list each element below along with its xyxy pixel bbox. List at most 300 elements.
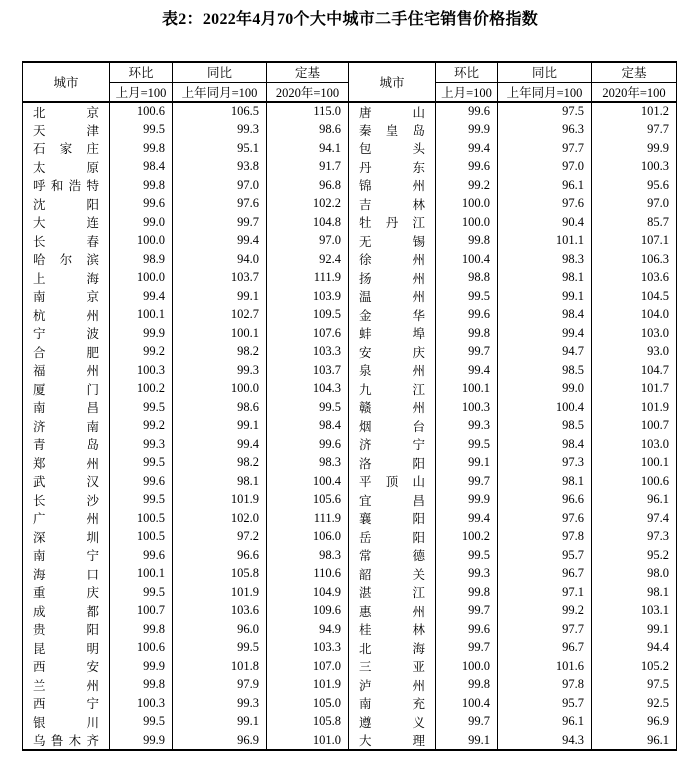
- yoy-value-cell: 98.4: [498, 306, 592, 325]
- city-cell: [349, 694, 436, 713]
- table-row: [23, 435, 677, 454]
- city-name: 吉 林: [359, 197, 425, 212]
- mom-value-cell: 100.5: [110, 509, 173, 528]
- mom-value-cell: 100.0: [436, 195, 498, 214]
- city-cell: [23, 620, 110, 639]
- city-name: 大 连: [33, 216, 99, 231]
- mom-value-cell: 98.8: [436, 269, 498, 288]
- yoy-value-cell: 99.7: [173, 213, 267, 232]
- table-row: [23, 731, 677, 750]
- city-cell: [23, 731, 110, 750]
- city-name: 九 江: [359, 382, 425, 397]
- fixedbase-value-cell: 100.6: [592, 472, 677, 491]
- yoy-value-cell: 99.5: [173, 639, 267, 658]
- yoy-value-cell: 97.6: [498, 195, 592, 214]
- fixedbase-value-cell: 107.1: [592, 232, 677, 251]
- fixedbase-value-cell: 100.3: [592, 158, 677, 177]
- yoy-value-cell: 96.6: [498, 491, 592, 510]
- city-name: 西 安: [33, 660, 99, 675]
- fixedbase-value-cell: 103.0: [592, 324, 677, 343]
- header-yoy-right: 同比: [498, 62, 592, 82]
- city-cell: [349, 546, 436, 565]
- city-name: 太 原: [33, 160, 99, 175]
- header-mom-left: 环比: [110, 62, 173, 82]
- mom-value-cell: 99.4: [110, 287, 173, 306]
- city-cell: [23, 213, 110, 232]
- mom-value-cell: 99.6: [110, 195, 173, 214]
- city-name: 韶 关: [359, 567, 425, 582]
- city-cell: [23, 435, 110, 454]
- fixedbase-value-cell: 107.0: [267, 657, 349, 676]
- yoy-value-cell: 97.8: [498, 528, 592, 547]
- fixedbase-value-cell: 101.0: [267, 731, 349, 750]
- city-name: 昆 明: [33, 641, 99, 656]
- table-row: [23, 528, 677, 547]
- fixedbase-value-cell: 99.9: [592, 139, 677, 158]
- yoy-value-cell: 103.7: [173, 269, 267, 288]
- fixedbase-value-cell: 102.2: [267, 195, 349, 214]
- city-name: 西 宁: [33, 697, 99, 712]
- city-cell: [349, 454, 436, 473]
- yoy-value-cell: 98.1: [498, 472, 592, 491]
- city-name: 石 家 庄: [33, 142, 99, 157]
- city-name: 宁 波: [33, 327, 99, 342]
- fixedbase-value-cell: 99.6: [267, 435, 349, 454]
- city-name: 南 京: [33, 290, 99, 305]
- city-cell: [23, 491, 110, 510]
- yoy-value-cell: 98.6: [173, 398, 267, 417]
- city-cell: [23, 232, 110, 251]
- table-row: [23, 565, 677, 584]
- city-cell: [23, 694, 110, 713]
- city-cell: [349, 398, 436, 417]
- city-name: 洛 阳: [359, 456, 425, 471]
- fixedbase-value-cell: 91.7: [267, 158, 349, 177]
- city-name: 沈 阳: [33, 197, 99, 212]
- yoy-value-cell: 98.2: [173, 343, 267, 362]
- mom-value-cell: 98.9: [110, 250, 173, 269]
- yoy-value-cell: 97.2: [173, 528, 267, 547]
- yoy-value-cell: 101.1: [498, 232, 592, 251]
- header-fixed-left: 定基: [267, 62, 349, 82]
- fixedbase-value-cell: 103.9: [267, 287, 349, 306]
- yoy-value-cell: 97.8: [498, 676, 592, 695]
- yoy-value-cell: 99.0: [498, 380, 592, 399]
- mom-value-cell: 99.8: [110, 139, 173, 158]
- city-cell: [349, 324, 436, 343]
- city-name: 唐 山: [359, 105, 425, 120]
- page-title: 表2：2022年4月70个大中城市二手住宅销售价格指数: [161, 11, 539, 28]
- city-name: 丹 东: [359, 160, 425, 175]
- city-cell: [349, 102, 436, 121]
- city-cell: [349, 731, 436, 750]
- mom-value-cell: 100.1: [436, 380, 498, 399]
- yoy-value-cell: 97.6: [498, 509, 592, 528]
- city-name: 遵 义: [359, 715, 425, 730]
- yoy-value-cell: 100.1: [173, 324, 267, 343]
- city-name: 牡 丹 江: [359, 216, 425, 231]
- city-cell: [349, 657, 436, 676]
- city-name: 秦 皇 岛: [359, 123, 425, 138]
- table-row: [23, 380, 677, 399]
- city-cell: [23, 528, 110, 547]
- mom-value-cell: 99.7: [436, 639, 498, 658]
- city-cell: [23, 287, 110, 306]
- city-name: 泸 州: [359, 678, 425, 693]
- yoy-value-cell: 102.0: [173, 509, 267, 528]
- yoy-value-cell: 102.7: [173, 306, 267, 325]
- header-mom-right: 环比: [436, 62, 498, 82]
- city-name: 哈 尔 滨: [33, 253, 99, 268]
- fixedbase-value-cell: 100.7: [592, 417, 677, 436]
- yoy-value-cell: 97.7: [498, 139, 592, 158]
- yoy-value-cell: 99.3: [173, 361, 267, 380]
- header-row-main: [23, 62, 677, 82]
- city-cell: [23, 713, 110, 732]
- mom-value-cell: 99.5: [110, 713, 173, 732]
- city-name: 温 州: [359, 290, 425, 305]
- mom-value-cell: 100.6: [110, 102, 173, 121]
- city-cell: [349, 213, 436, 232]
- yoy-value-cell: 97.1: [498, 583, 592, 602]
- mom-value-cell: 99.5: [110, 121, 173, 140]
- yoy-value-cell: 90.4: [498, 213, 592, 232]
- city-cell: [23, 657, 110, 676]
- city-cell: [349, 287, 436, 306]
- table-row: [23, 195, 677, 214]
- yoy-value-cell: 96.0: [173, 620, 267, 639]
- city-cell: [23, 306, 110, 325]
- city-cell: [23, 583, 110, 602]
- city-cell: [23, 343, 110, 362]
- city-cell: [349, 435, 436, 454]
- fixedbase-value-cell: 115.0: [267, 102, 349, 121]
- yoy-value-cell: 98.2: [173, 454, 267, 473]
- mom-value-cell: 99.5: [110, 398, 173, 417]
- fixedbase-value-cell: 101.7: [592, 380, 677, 399]
- mom-value-cell: 99.8: [436, 324, 498, 343]
- mom-value-cell: 100.0: [436, 213, 498, 232]
- mom-value-cell: 99.2: [436, 176, 498, 195]
- mom-value-cell: 99.6: [110, 472, 173, 491]
- fixedbase-value-cell: 104.3: [267, 380, 349, 399]
- mom-value-cell: 100.2: [436, 528, 498, 547]
- fixedbase-value-cell: 96.8: [267, 176, 349, 195]
- yoy-value-cell: 99.4: [498, 324, 592, 343]
- mom-value-cell: 99.0: [110, 213, 173, 232]
- mom-value-cell: 99.8: [436, 232, 498, 251]
- fixedbase-value-cell: 85.7: [592, 213, 677, 232]
- city-name: 泉 州: [359, 364, 425, 379]
- table-row: [23, 676, 677, 695]
- price-index-table: [22, 61, 677, 751]
- table-row: [23, 361, 677, 380]
- city-cell: [349, 306, 436, 325]
- subheader-fixed-base-right: 2020年=100: [592, 82, 677, 102]
- yoy-value-cell: 99.4: [173, 435, 267, 454]
- city-name: 岳 阳: [359, 530, 425, 545]
- yoy-value-cell: 99.1: [498, 287, 592, 306]
- city-cell: [349, 565, 436, 584]
- city-name: 北 海: [359, 641, 425, 656]
- header-city-right: 城市: [349, 62, 436, 102]
- city-cell: [23, 195, 110, 214]
- city-name: 南 宁: [33, 549, 99, 564]
- city-cell: [349, 232, 436, 251]
- mom-value-cell: 99.5: [110, 491, 173, 510]
- table-row: [23, 620, 677, 639]
- yoy-value-cell: 103.6: [173, 602, 267, 621]
- mom-value-cell: 99.8: [110, 176, 173, 195]
- mom-value-cell: 99.8: [110, 620, 173, 639]
- fixedbase-value-cell: 103.3: [267, 343, 349, 362]
- city-name: 扬 州: [359, 271, 425, 286]
- city-cell: [349, 417, 436, 436]
- mom-value-cell: 99.5: [110, 583, 173, 602]
- fixedbase-value-cell: 103.0: [592, 435, 677, 454]
- city-name: 乌 鲁 木 齐: [33, 734, 99, 748]
- mom-value-cell: 99.6: [436, 102, 498, 121]
- fixedbase-value-cell: 111.9: [267, 269, 349, 288]
- city-name: 济 宁: [359, 438, 425, 453]
- fixedbase-value-cell: 98.4: [267, 417, 349, 436]
- city-name: 银 川: [33, 715, 99, 730]
- mom-value-cell: 98.4: [110, 158, 173, 177]
- mom-value-cell: 100.0: [436, 657, 498, 676]
- table-row: [23, 454, 677, 473]
- fixedbase-value-cell: 103.7: [267, 361, 349, 380]
- city-cell: [23, 158, 110, 177]
- fixedbase-value-cell: 101.9: [267, 676, 349, 695]
- city-name: 大 理: [359, 734, 425, 748]
- mom-value-cell: 99.3: [436, 417, 498, 436]
- yoy-value-cell: 96.7: [498, 639, 592, 658]
- table-row: [23, 139, 677, 158]
- table-row: [23, 287, 677, 306]
- yoy-value-cell: 99.1: [173, 287, 267, 306]
- fixedbase-value-cell: 105.6: [267, 491, 349, 510]
- city-name: 安 庆: [359, 345, 425, 360]
- fixedbase-value-cell: 97.3: [592, 528, 677, 547]
- fixedbase-value-cell: 101.9: [592, 398, 677, 417]
- city-name: 兰 州: [33, 678, 99, 693]
- yoy-value-cell: 95.7: [498, 694, 592, 713]
- mom-value-cell: 99.6: [436, 306, 498, 325]
- subheader-mom-base-right: 上月=100: [436, 82, 498, 102]
- city-cell: [23, 509, 110, 528]
- yoy-value-cell: 99.4: [173, 232, 267, 251]
- table-row: [23, 509, 677, 528]
- mom-value-cell: 99.9: [436, 491, 498, 510]
- yoy-value-cell: 98.3: [498, 250, 592, 269]
- city-cell: [23, 102, 110, 121]
- city-cell: [23, 602, 110, 621]
- city-name: 桂 林: [359, 623, 425, 638]
- fixedbase-value-cell: 98.6: [267, 121, 349, 140]
- mom-value-cell: 100.1: [110, 565, 173, 584]
- yoy-value-cell: 99.1: [173, 713, 267, 732]
- mom-value-cell: 100.0: [110, 269, 173, 288]
- fixedbase-value-cell: 104.8: [267, 213, 349, 232]
- mom-value-cell: 100.0: [110, 232, 173, 251]
- fixedbase-value-cell: 92.4: [267, 250, 349, 269]
- yoy-value-cell: 99.3: [173, 121, 267, 140]
- fixedbase-value-cell: 111.9: [267, 509, 349, 528]
- mom-value-cell: 100.4: [436, 694, 498, 713]
- yoy-value-cell: 97.9: [173, 676, 267, 695]
- city-cell: [349, 509, 436, 528]
- city-name: 无 锡: [359, 234, 425, 249]
- city-cell: [23, 565, 110, 584]
- mom-value-cell: 100.1: [110, 306, 173, 325]
- table-row: [23, 121, 677, 140]
- yoy-value-cell: 95.7: [498, 546, 592, 565]
- yoy-value-cell: 97.3: [498, 454, 592, 473]
- city-name: 广 州: [33, 512, 99, 527]
- table-row: [23, 713, 677, 732]
- subheader-fixed-base-left: 2020年=100: [267, 82, 349, 102]
- city-cell: [23, 676, 110, 695]
- mom-value-cell: 99.6: [110, 546, 173, 565]
- table-row: [23, 583, 677, 602]
- mom-value-cell: 100.3: [110, 694, 173, 713]
- fixedbase-value-cell: 103.1: [592, 602, 677, 621]
- city-cell: [349, 343, 436, 362]
- fixedbase-value-cell: 97.7: [592, 121, 677, 140]
- city-cell: [23, 361, 110, 380]
- fixedbase-value-cell: 105.8: [267, 713, 349, 732]
- header-city-left: 城市: [23, 62, 110, 102]
- fixedbase-value-cell: 103.6: [592, 269, 677, 288]
- table-row: [23, 158, 677, 177]
- city-name: 长 春: [33, 234, 99, 249]
- mom-value-cell: 99.1: [436, 731, 498, 750]
- city-cell: [349, 639, 436, 658]
- city-name: 金 华: [359, 308, 425, 323]
- fixedbase-value-cell: 94.9: [267, 620, 349, 639]
- fixedbase-value-cell: 104.9: [267, 583, 349, 602]
- yoy-value-cell: 94.3: [498, 731, 592, 750]
- city-name: 深 圳: [33, 530, 99, 545]
- mom-value-cell: 99.3: [436, 565, 498, 584]
- city-name: 襄 阳: [359, 512, 425, 527]
- mom-value-cell: 99.4: [436, 361, 498, 380]
- city-name: 北 京: [33, 105, 99, 120]
- yoy-value-cell: 100.4: [498, 398, 592, 417]
- table-row: [23, 472, 677, 491]
- table-row: [23, 306, 677, 325]
- city-cell: [23, 250, 110, 269]
- fixedbase-value-cell: 103.3: [267, 639, 349, 658]
- mom-value-cell: 100.7: [110, 602, 173, 621]
- fixedbase-value-cell: 97.5: [592, 676, 677, 695]
- yoy-value-cell: 98.5: [498, 417, 592, 436]
- mom-value-cell: 99.9: [110, 657, 173, 676]
- yoy-value-cell: 99.1: [173, 417, 267, 436]
- city-name: 福 州: [33, 364, 99, 379]
- city-name: 成 都: [33, 604, 99, 619]
- yoy-value-cell: 97.6: [173, 195, 267, 214]
- city-cell: [23, 324, 110, 343]
- table-row: [23, 694, 677, 713]
- header-yoy-left: 同比: [173, 62, 267, 82]
- fixedbase-value-cell: 101.2: [592, 102, 677, 121]
- city-cell: [349, 361, 436, 380]
- yoy-value-cell: 97.0: [498, 158, 592, 177]
- fixedbase-value-cell: 95.6: [592, 176, 677, 195]
- mom-value-cell: 99.5: [436, 546, 498, 565]
- mom-value-cell: 99.8: [436, 676, 498, 695]
- city-name: 杭 州: [33, 308, 99, 323]
- city-cell: [23, 398, 110, 417]
- city-name: 厦 门: [33, 382, 99, 397]
- yoy-value-cell: 98.1: [173, 472, 267, 491]
- mom-value-cell: 99.6: [436, 620, 498, 639]
- fixedbase-value-cell: 105.0: [267, 694, 349, 713]
- yoy-value-cell: 97.7: [498, 620, 592, 639]
- table-row: [23, 657, 677, 676]
- city-name: 惠 州: [359, 604, 425, 619]
- yoy-value-cell: 100.0: [173, 380, 267, 399]
- yoy-value-cell: 98.4: [498, 435, 592, 454]
- city-name: 长 沙: [33, 493, 99, 508]
- city-cell: [23, 176, 110, 195]
- city-cell: [349, 158, 436, 177]
- yoy-value-cell: 101.9: [173, 491, 267, 510]
- yoy-value-cell: 99.2: [498, 602, 592, 621]
- fixedbase-value-cell: 104.7: [592, 361, 677, 380]
- fixedbase-value-cell: 97.0: [267, 232, 349, 251]
- fixedbase-value-cell: 95.2: [592, 546, 677, 565]
- city-cell: [349, 620, 436, 639]
- mom-value-cell: 99.9: [110, 324, 173, 343]
- yoy-value-cell: 98.1: [498, 269, 592, 288]
- fixedbase-value-cell: 105.2: [592, 657, 677, 676]
- mom-value-cell: 99.4: [436, 509, 498, 528]
- fixedbase-value-cell: 92.5: [592, 694, 677, 713]
- yoy-value-cell: 96.1: [498, 176, 592, 195]
- mom-value-cell: 99.7: [436, 343, 498, 362]
- city-name: 南 昌: [33, 401, 99, 416]
- table-row: [23, 269, 677, 288]
- city-cell: [349, 380, 436, 399]
- table-row: [23, 176, 677, 195]
- mom-value-cell: 99.7: [436, 713, 498, 732]
- subheader-yoy-base-left: 上年同月=100: [173, 82, 267, 102]
- mom-value-cell: 99.7: [436, 602, 498, 621]
- yoy-value-cell: 96.9: [173, 731, 267, 750]
- yoy-value-cell: 98.5: [498, 361, 592, 380]
- fixedbase-value-cell: 110.6: [267, 565, 349, 584]
- yoy-value-cell: 101.8: [173, 657, 267, 676]
- city-name: 赣 州: [359, 401, 425, 416]
- mom-value-cell: 99.6: [436, 158, 498, 177]
- city-name: 锦 州: [359, 179, 425, 194]
- mom-value-cell: 100.5: [110, 528, 173, 547]
- city-cell: [349, 139, 436, 158]
- subheader-mom-base-left: 上月=100: [110, 82, 173, 102]
- fixedbase-value-cell: 104.0: [592, 306, 677, 325]
- city-name: 重 庆: [33, 586, 99, 601]
- fixedbase-value-cell: 98.3: [267, 454, 349, 473]
- yoy-value-cell: 106.5: [173, 102, 267, 121]
- city-name: 三 亚: [359, 660, 425, 675]
- city-cell: [23, 546, 110, 565]
- city-name: 蚌 埠: [359, 327, 425, 342]
- mom-value-cell: 99.3: [110, 435, 173, 454]
- yoy-value-cell: 101.6: [498, 657, 592, 676]
- fixedbase-value-cell: 93.0: [592, 343, 677, 362]
